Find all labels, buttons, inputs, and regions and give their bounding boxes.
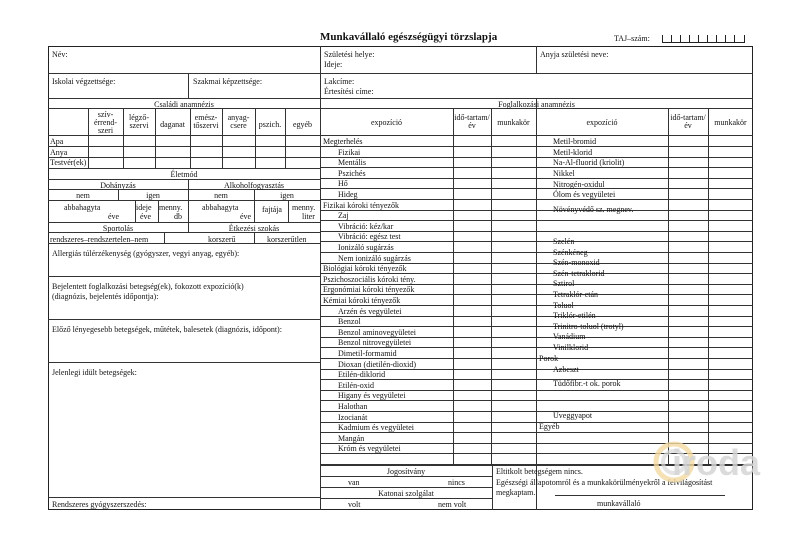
military-no[interactable]: nem volt (438, 500, 467, 509)
exposure-row: Vibráció: kéz/kar (338, 222, 394, 231)
exposure-row-right: Metil-klorid (553, 148, 593, 157)
exposure-row: Zaj (338, 211, 349, 220)
exposure-row: Higany és vegyületei (338, 391, 406, 400)
smoking-since: ideje (136, 203, 152, 212)
signature-label: munkavállaló (597, 499, 641, 508)
exposure-row: Vibráció: egész test (338, 232, 401, 241)
exposure-row-right: Metil-bromid (553, 137, 597, 146)
exposure-row: Kémiai kóroki tényezők (323, 296, 401, 305)
page-title: Munkavállaló egészségügyi törzslapja (320, 31, 498, 43)
family-row-mother: Anya (50, 148, 68, 157)
occupational-disease-field[interactable]: Bejelentett foglalkozási betegség(ek), fokozott expozíció(k) (52, 282, 244, 291)
exposure-row-right: Nikkel (553, 169, 575, 178)
family-col-other: egyéb (292, 120, 313, 129)
exposure-row-right: Toluol (553, 301, 574, 310)
signature-line[interactable] (555, 495, 725, 496)
exposure-row: Halothan (338, 402, 368, 411)
license-yes[interactable]: van (348, 478, 360, 487)
exposure-row: Mentális (338, 158, 366, 167)
medication-field[interactable]: Rendszeres gyógyszerszedés: (52, 500, 147, 509)
smoking-yes[interactable]: igen (146, 191, 160, 200)
exposure-row-right: Üveggyapot (553, 411, 593, 420)
diet-modern[interactable]: korszerű (208, 235, 236, 244)
exposure-row: Dioxan (dietilén-dioxid) (338, 360, 416, 369)
exposure-row-right: Ólom és vegyületei (553, 190, 616, 199)
exposure-row: Ergonómiai kóroki tényezők (323, 285, 415, 294)
alcohol-quit: abbahagyta (202, 203, 239, 212)
alcohol-amount: menny. (292, 203, 316, 212)
mother-name-field[interactable]: Anyja születési neve: (540, 50, 609, 59)
occ-col-time-right: idő-tartam/év (670, 113, 706, 130)
exposure-row: Nem ionizáló sugárzás (338, 254, 411, 263)
smoking-no[interactable]: nem (76, 191, 90, 200)
notify-address-field[interactable]: Értesítési címe: (324, 87, 374, 96)
exposure-row-right: Na-Al-fluorid (kriolit) (553, 158, 625, 167)
diet-label: Étkezési szokás (228, 224, 280, 233)
profession-field[interactable]: Szakmai képzettsége: (193, 77, 263, 86)
occ-col-time-left: idő-tartam/év (454, 113, 490, 130)
exposure-row-right: Szén-monoxid (553, 258, 600, 267)
family-col-cancer: daganat (160, 120, 185, 129)
alcohol-quit-years: éve (240, 212, 252, 221)
exposure-row-right: Trinitro-toluol (trotyl) (553, 322, 624, 331)
exposure-row-right: Szénkéneg (553, 248, 588, 257)
exposure-row: Fizikai kóroki tényezők (323, 201, 399, 210)
occ-col-job-left: munkakör (497, 118, 530, 127)
exposure-row-right: Nitrogén-oxidul (553, 180, 605, 189)
exposure-row: Ionizáló sugárzás (338, 243, 394, 252)
exposure-row: Benzol (338, 317, 361, 326)
family-col-cardio: szív-érrend-szeri (93, 110, 118, 135)
family-col-psych: pszich. (258, 120, 282, 129)
smoking-db: db (174, 212, 182, 221)
logo-text: iroda (672, 442, 761, 483)
exposure-row: Etilén-diklorid (338, 370, 386, 379)
family-col-resp: légző-szervi (129, 113, 149, 130)
exposure-row: Dimetil-formamid (338, 349, 397, 358)
exposure-row: Mangán (338, 434, 365, 443)
exposure-row-right: Szelén (553, 237, 575, 246)
sport-options[interactable]: rendszeres–rendszertelen–nem (50, 235, 149, 244)
lifestyle-title: Életmód (170, 170, 198, 179)
exposure-row-right: Vinilklorid (553, 343, 589, 352)
current-illness-field[interactable]: Jelenlegi idült betegségek: (52, 368, 137, 377)
exposure-row: Benzol nitrovegyületei (338, 338, 412, 347)
allergy-field[interactable]: Allergiás túlérzékenység (gyógyszer, vegyi anyag, egyéb): (52, 249, 240, 258)
statement-2: Egészségi állapotomról és a munkakörülményekről a felvilágosítást (496, 478, 713, 487)
exposure-row: Izocianát (338, 413, 368, 422)
statement-3: megkaptam. (496, 488, 536, 497)
exposure-row: Etilén-oxid (338, 381, 374, 390)
exposure-row-right: Sztirol (553, 279, 575, 288)
military-yes[interactable]: volt (348, 500, 361, 509)
exposure-row: Króm és vegyületei (338, 444, 401, 453)
license-no[interactable]: nincs (448, 478, 465, 487)
iroda-logo (652, 437, 800, 487)
name-field[interactable]: Név: (52, 50, 68, 59)
smoking-quit-years: éve (108, 212, 120, 221)
statement-1: Eltitkolt betegségem nincs. (496, 467, 583, 476)
previous-illness-field[interactable]: Előző lényegesebb betegségek, műtétek, balesetek (diagnózis, időpont): (52, 325, 282, 334)
exposure-row: Arzén és vegyületei (338, 307, 402, 316)
alcohol-yes[interactable]: igen (280, 191, 294, 200)
family-row-siblings: Testvér(ek) (50, 158, 87, 167)
alcohol-type: fajtája (262, 205, 282, 214)
exposure-row-right: Tüdőfibr.-t ok. porok (553, 379, 621, 388)
exposure-row: Megterhelés (323, 137, 363, 146)
exposure-row-right: Triklór-etilén (553, 311, 596, 320)
exposure-row-right: Vanádium (553, 332, 586, 341)
alcohol-liter: liter (302, 212, 315, 221)
occupational-disease-sub: (diagnózis, bejelentés időpontja): (52, 292, 159, 301)
exposure-row: Benzol aminovegyületei (338, 328, 416, 337)
exposure-row: Pszichés (338, 169, 366, 178)
exposure-row-right: Porok (539, 354, 559, 363)
school-field[interactable]: Iskolai végzettsége: (52, 77, 116, 86)
exposure-row: Kadmium és vegyületei (338, 423, 414, 432)
license-label: Jogosítvány (386, 467, 426, 476)
occ-col-exposure-left: expozíció (370, 118, 403, 127)
birth-place-field[interactable]: Születési helye: (324, 50, 375, 59)
exposure-row: Hő (338, 179, 348, 188)
exposure-row: Fizikai (338, 148, 361, 157)
smoking-amount: menny. (159, 203, 183, 212)
exposure-row-right: Szén-tetraklorid (553, 269, 605, 278)
occ-col-job-right: munkakör (714, 118, 747, 127)
exposure-row: Hideg (338, 190, 358, 199)
smoking-since-years: éve (140, 212, 152, 221)
occ-col-exposure-right: expozíció (586, 118, 618, 127)
occ-title: Foglalkozási anamnézis (498, 100, 575, 109)
alcohol-label: Alkoholfogyasztás (224, 181, 284, 190)
family-title: Családi anamnézis (154, 100, 214, 109)
family-col-digest: emész-tőszervi (193, 113, 219, 130)
taj-label: TAJ–szám: (614, 34, 650, 43)
address-field[interactable]: Lakcíme: (324, 77, 355, 86)
exposure-row-right: Egyéb (539, 422, 560, 431)
alcohol-no[interactable]: nem (214, 191, 228, 200)
exposure-row: Biológiai kóroki tényezők (323, 264, 407, 273)
exposure-row-right: Növényvédő sz. megnev. (553, 205, 634, 214)
birth-date-field[interactable]: Ideje: (324, 60, 343, 69)
military-label: Katonai szolgálat (378, 489, 434, 498)
exposure-row-right: Azbeszt (553, 365, 579, 374)
exposure-row: Pszichoszociális kóroki tény. (323, 275, 416, 284)
exposure-row-right: Tetraklór-etán (553, 290, 599, 299)
diet-unmodern[interactable]: korszerűtlen (267, 235, 307, 244)
family-col-metab: anyag-csere (227, 113, 250, 130)
sport-label: Sportolás (102, 224, 134, 233)
smoking-label: Dohányzás (100, 181, 136, 190)
smoking-quit: abbahagyta (64, 203, 101, 212)
family-row-father: Apa (50, 137, 64, 146)
